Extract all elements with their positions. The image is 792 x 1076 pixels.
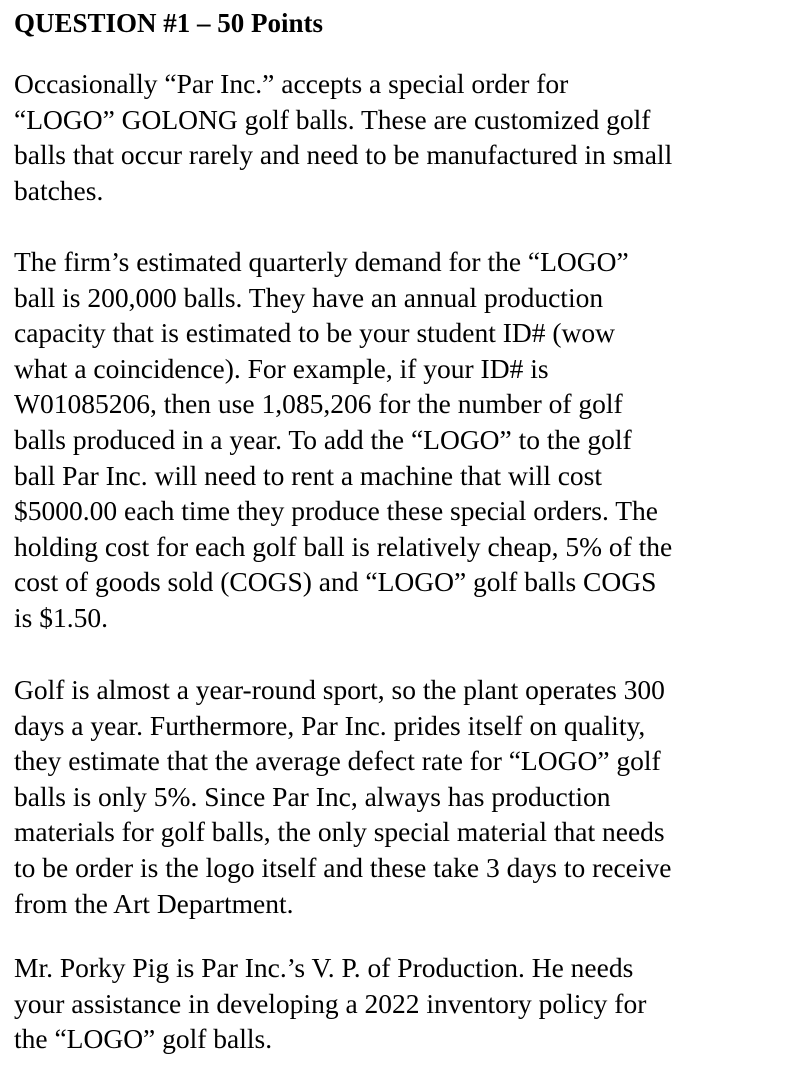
text-line: from the Art Department. [14,887,294,919]
text-line: materials for golf balls, the only special material that needs [14,816,665,848]
paragraph-demand [14,244,672,636]
text-line: holding cost for each golf ball is relatively cheap, 5% of the [14,530,673,562]
text-line: ball is 200,000 balls. They have an annual production [14,281,604,313]
text-line: capacity that is estimated to be your student ID# (wow [14,317,616,349]
text-line: balls produced in a year. To add the “LOGO” to the golf [14,423,632,455]
text-line: days a year. Furthermore, Par Inc. prides itself on quality, [14,709,646,741]
text-line: balls that occur rarely and need to be manufactured in small [14,139,673,171]
text-line: balls is only 5%. Since Par Inc, always has production [14,780,611,812]
question-heading: QUESTION #1 – 50 Points [14,8,324,38]
text-line: “LOGO” GOLONG golf balls. These are customized golf [14,103,651,135]
text-line: W01085206, then use 1,085,206 for the number of golf [14,388,623,420]
text-line: cost of goods sold (COGS) and “LOGO” golf balls COGS [14,566,657,598]
text-line: Mr. Porky Pig is Par Inc.’s V. P. of Production. He needs [14,952,634,983]
text-line: Golf is almost a year-round sport, so the plant operates 300 [14,674,665,705]
text-line: The firm’s estimated quarterly demand for the “LOGO” [14,246,629,277]
text-line: $5000.00 each time they produce these special orders. The [14,495,658,527]
text-line: what a coincidence). For example, if your ID# is [14,352,549,384]
paragraph-request [14,950,646,1057]
text-line: is $1.50. [14,601,108,633]
paragraph-intro [14,66,672,208]
text-line: to be order is the logo itself and these take 3 days to receive [14,851,672,883]
text-line: they estimate that the average defect rate for “LOGO” golf [14,745,661,777]
text-line: your assistance in developing a 2022 inventory policy for [14,987,647,1019]
text-line: Occasionally “Par Inc.” accepts a special order for [14,68,569,99]
text-line: batches. [14,174,104,206]
text-line: ball Par Inc. will need to rent a machine that will cost [14,459,603,491]
paragraph-operations [14,672,672,921]
text-line: the “LOGO” golf balls. [14,1023,273,1055]
